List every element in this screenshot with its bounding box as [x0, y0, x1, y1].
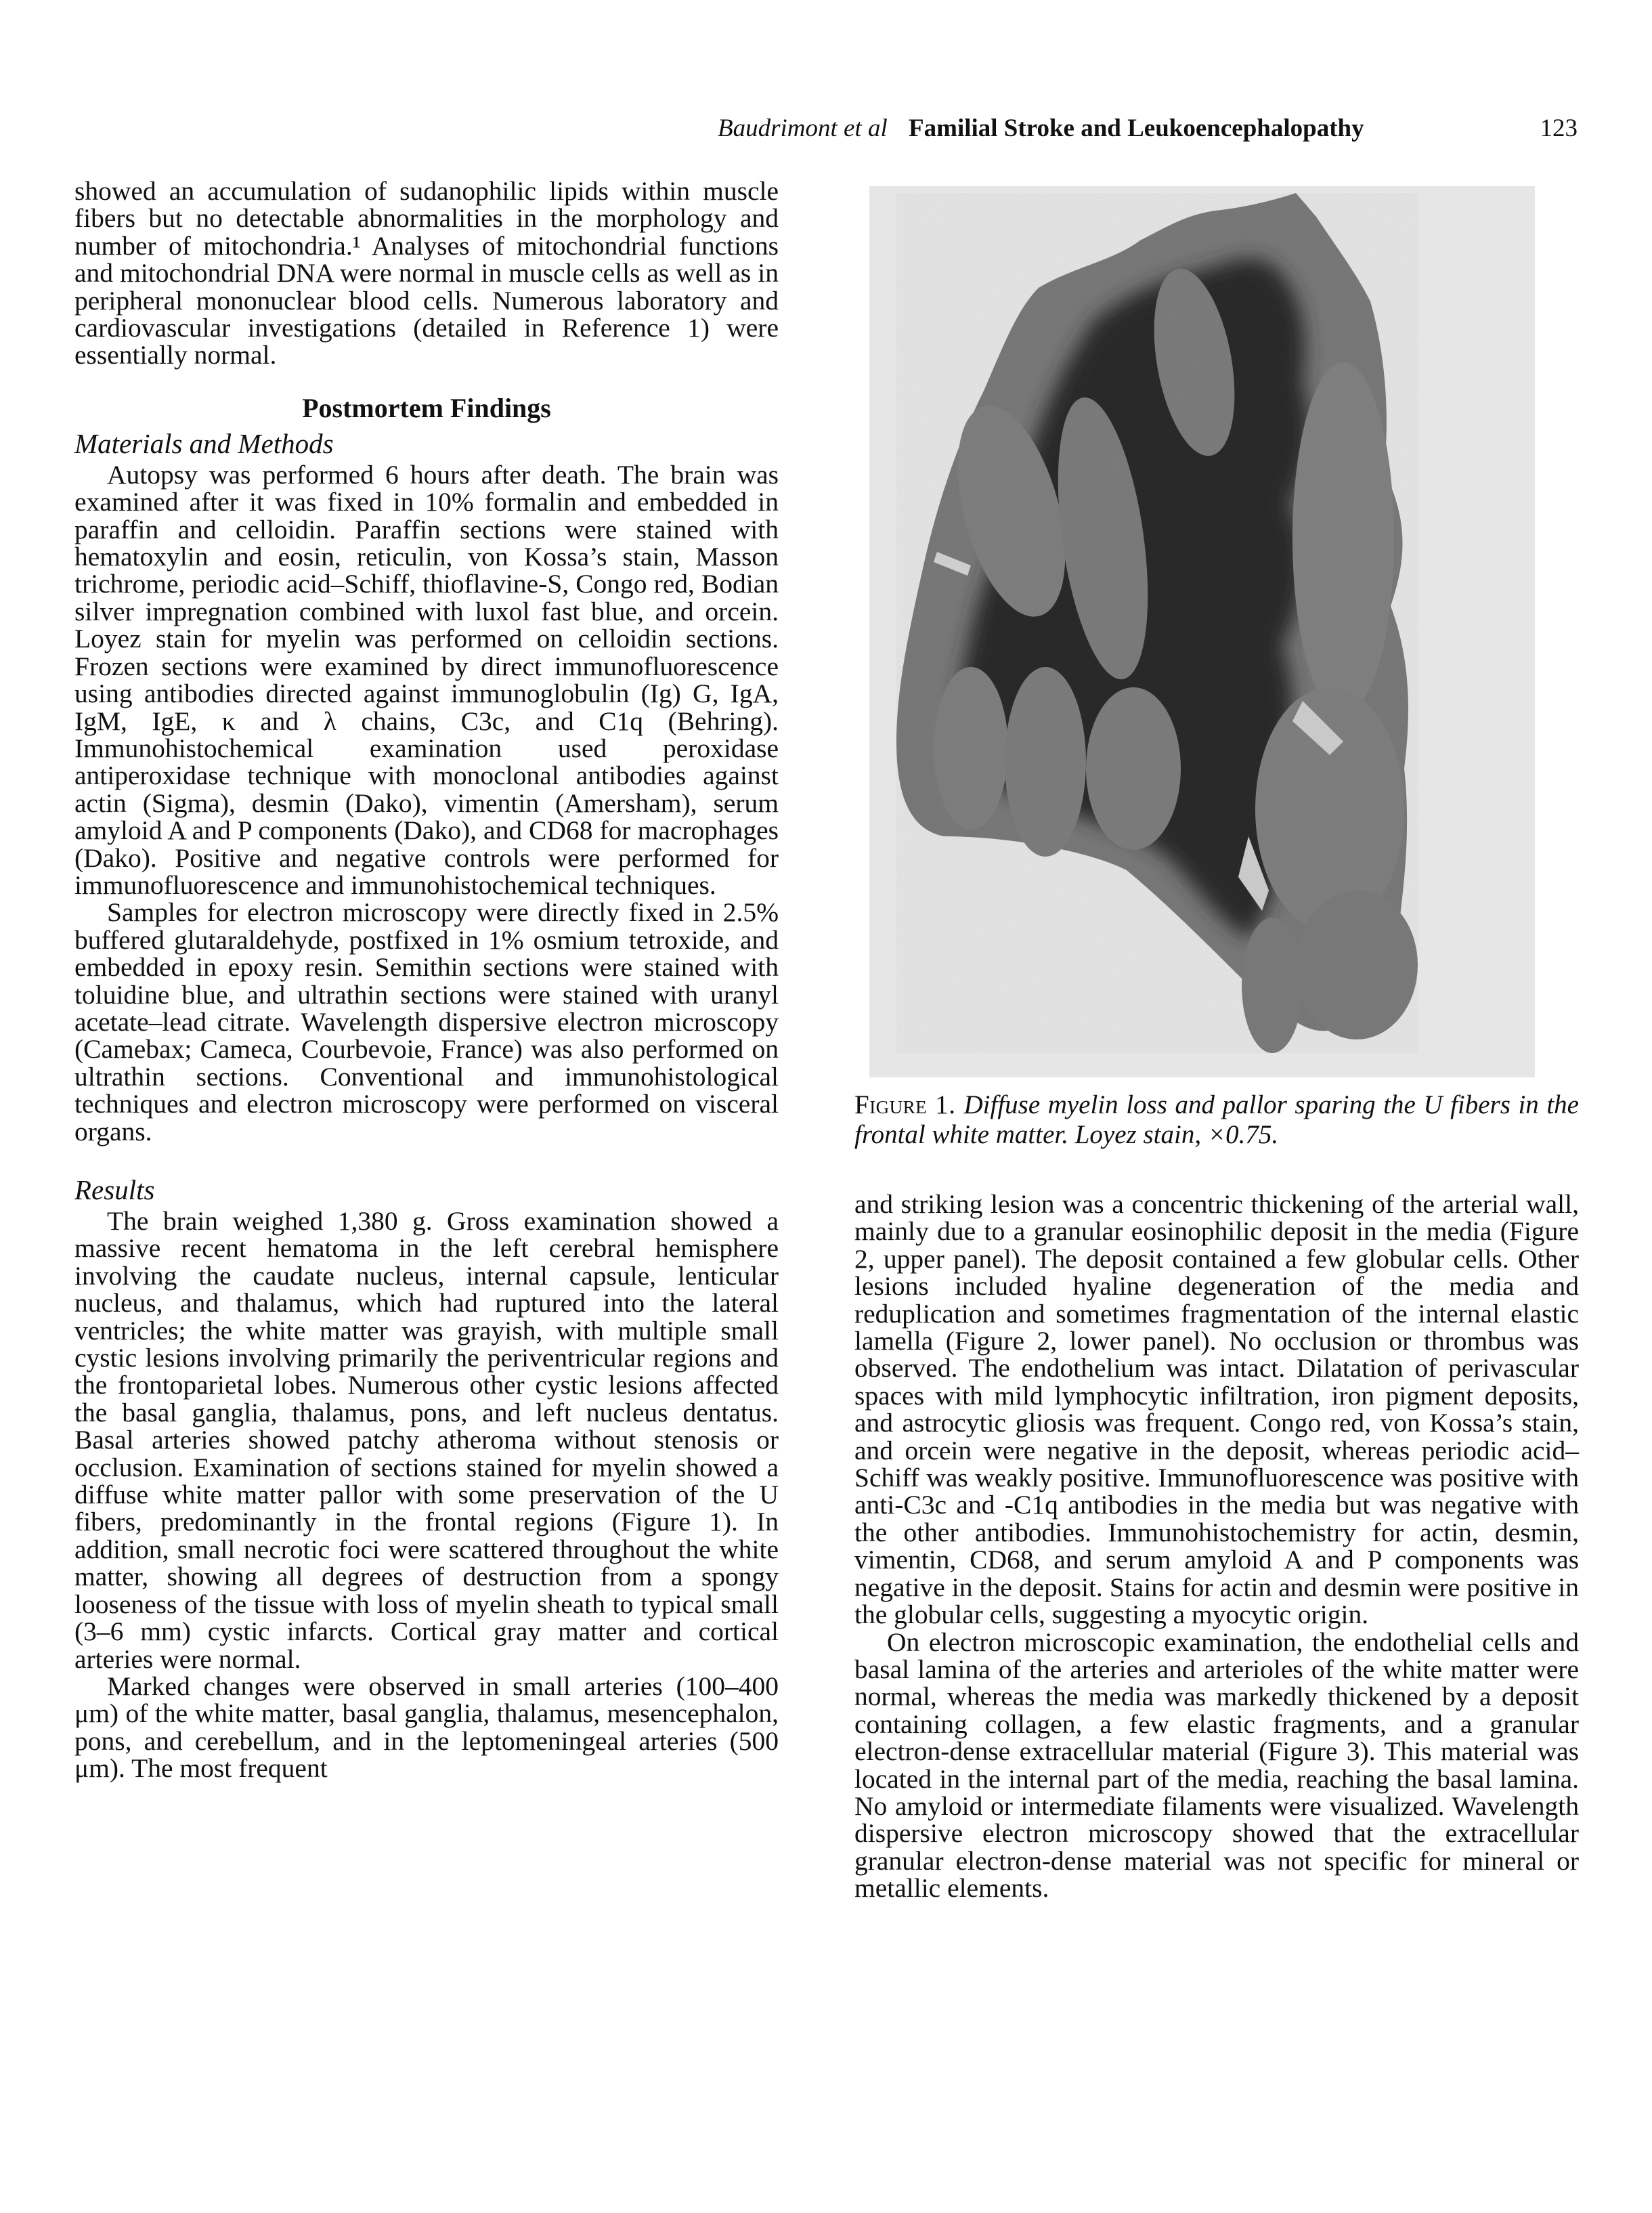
results-paragraph: Marked changes were observed in small arteries (100–400 μm) of the white matter, basal ganglia, thalamus, mesencephalon, pons, and cerebellum, and in the leptomeningeal arteries (500 μm). The most frequent — [74, 1671, 779, 1784]
brain-section-micrograph-icon — [869, 186, 1535, 1077]
subsection-heading-materials-methods: Materials and Methods — [74, 427, 334, 459]
right-column — [854, 1190, 1579, 1902]
figure-label: Figure 1. — [854, 1090, 956, 1119]
left-column — [74, 177, 779, 1782]
intro-paragraph: showed an accumulation of sudanophilic lipids within muscle fibers but no detectable abnormalities in the morphology and number of mitochondria.¹ Analyses of mitochondrial functions and mitochondrial DNA were normal in muscle cells as well as in peripheral mononuclear blood cells. Numerous laboratory and cardiovascular investigations (detailed in Reference 1) were essentially normal. — [74, 176, 779, 370]
running-head-title: Familial Stroke and Leukoencephalopathy — [909, 114, 1364, 142]
results-paragraph: The brain weighed 1,380 g. Gross examination showed a massive recent hematoma in the left cerebral hemisphere involving the caudate nucleus, internal capsule, lenticular nucleus, and thalamus, which had ruptured into the lateral ventricles; the white matter was grayish, with multiple small cystic lesions involving primarily the periventricular regions and the frontoparietal lobes. Numerous other cystic lesions affected the basal ganglia, thalamus, pons, and left nucleus dentatus. Basal arteries showed patchy atheroma without stenosis or occlusion. Examination of sections stained for myelin showed a diffuse white matter pallor with some preservation of the U fibers, predominantly in the frontal regions (Figure 1). In addition, small necrotic foci were scattered throughout the white matter, showing all degrees of destruction from a spongy looseness of the tissue with loss of myelin sheath to typical small (3–6 mm) cystic infarcts. Cortical gray matter and cortical arteries were normal. — [74, 1206, 779, 1674]
right-paragraph: and striking lesion was a concentric thickening of the arterial wall, mainly due to a granular eosinophilic deposit in the media (Figure 2, upper panel). The deposit contained a few globular cells. Other lesions included hyaline degeneration of the media and reduplication and sometimes fragmentation of the internal elastic lamella (Figure 2, lower panel). No occlusion or thrombus was observed. The endothelium was intact. Dilatation of perivascular spaces with mild lymphocytic infiltration, iron pigment deposits, and astrocytic gliosis was frequent. Congo red, von Kossa’s stain, and orcein were negative in the deposit, whereas periodic acid–Schiff was weakly positive. Immunofluorescence was positive with anti-C3c and -C1q antibodies in the media but was negative with the other antibodies. Immunohistochemistry for actin, desmin, vimentin, CD68, and serum amyloid A and P components was negative in the deposit. Stains for actin and desmin were positive in the globular cells, suggesting a myocytic origin. — [854, 1189, 1579, 1630]
methods-paragraph: Samples for electron microscopy were directly fixed in 2.5% buffered glutaraldehyde, postfixed in 1% osmium tetroxide, and embedded in epoxy resin. Semithin sections were stained with toluidine blue, and ultrathin sections were stained with uranyl acetate–lead citrate. Wavelength dispersive electron microscopy (Camebax; Cameca, Courbevoie, France) was also performed on ultrathin sections. Conventional and immunohistological techniques and electron microscopy were performed on visceral organs. — [74, 897, 779, 1146]
section-title-postmortem-findings: Postmortem Findings — [302, 392, 551, 423]
figure-1-caption — [854, 1090, 1579, 1150]
running-head — [718, 108, 1578, 149]
methods-paragraph: Autopsy was performed 6 hours after death. The brain was examined after it was fixed in 10% formalin and embedded in paraffin and celloidin. Paraffin sections were stained with hematoxylin and eosin, reticulin, von Kossa’s stain, Masson trichrome, periodic acid–Schiff, thioflavine-S, Congo red, Bodian silver impregnation combined with luxol fast blue, and orcein. Loyez stain for myelin was performed on celloidin sections. Frozen sections were examined by direct immunofluorescence using antibodies directed against immunoglobulin (Ig) G, IgA, IgM, IgE, κ and λ chains, C3c, and C1q (Behring). Immunohistochemical examination used peroxidase antiperoxidase technique with monoclonal antibodies against actin (Sigma), desmin (Dako), vimentin (Amersham), serum amyloid A and P components (Dako), and CD68 for macrophages (Dako). Positive and negative controls were performed for immunofluorescence and immunohistochemical techniques. — [74, 459, 779, 900]
running-head-authors: Baudrimont et al — [718, 114, 888, 142]
page-number: 123 — [1540, 114, 1578, 142]
figure-caption-text: Diffuse myelin loss and pallor sparing the U fibers in the frontal white matter. Loyez stain, ×0.75. — [854, 1090, 1579, 1149]
figure-1-brain-section-image — [869, 186, 1535, 1077]
subsection-heading-results: Results — [74, 1174, 155, 1205]
right-paragraph: On electron microscopic examination, the endothelial cells and basal lamina of the arteries and arterioles of the white matter were normal, whereas the media was markedly thickened by a deposit containing collagen, a few elastic fragments, and a granular electron-dense extracellular material (Figure 3). This material was located in the internal part of the media, reaching the basal lamina. No amyloid or intermediate filaments were visualized. Wavelength dispersive electron microscopy showed that the extracellular granular electron-dense material was not specific for mineral or metallic elements. — [854, 1627, 1579, 1904]
